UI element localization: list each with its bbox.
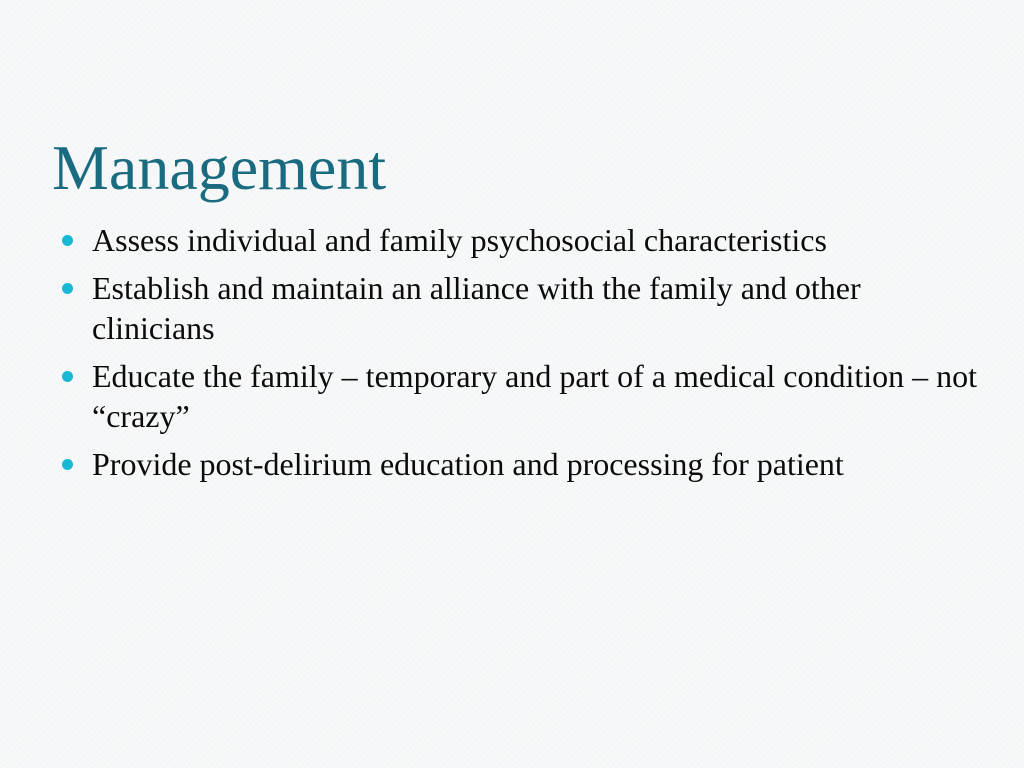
bullet-dot-icon	[62, 459, 73, 470]
bullet-item	[62, 444, 982, 484]
bullet-text: Provide post-delirium education and processing for patient	[92, 446, 844, 482]
bullet-list	[62, 220, 982, 492]
bullet-item	[62, 356, 982, 436]
bullet-dot-icon	[62, 283, 73, 294]
slide-title: Management	[52, 132, 387, 203]
bullet-text: Assess individual and family psychosocial characteristics	[92, 222, 827, 258]
bullet-item	[62, 268, 982, 348]
bullet-item	[62, 220, 982, 260]
bullet-dot-icon	[62, 371, 73, 382]
bullet-text: Establish and maintain an alliance with the family and other clinicians	[92, 270, 861, 346]
bullet-dot-icon	[62, 235, 73, 246]
bullet-text: Educate the family – temporary and part of a medical condition – not “crazy”	[92, 358, 978, 434]
